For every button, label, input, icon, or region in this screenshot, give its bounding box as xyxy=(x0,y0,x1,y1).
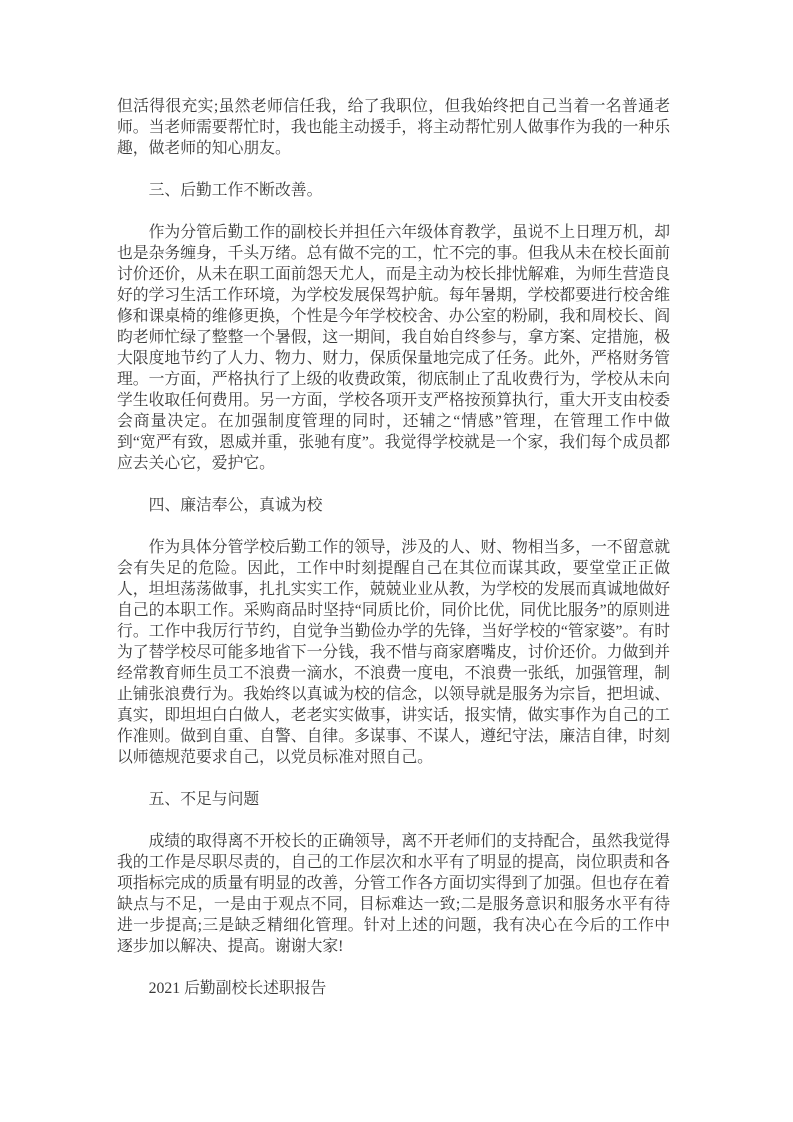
section-4-paragraph: 作为具体分管学校后勤工作的领导，涉及的人、财、物相当多，一不留意就会有失足的危险。因此，工作中时刻提醒自己在其位而谋其政，要堂堂正正做人，坦坦荡荡做事，扎扎实实工作，兢兢业业从教，为学校的发展而真诚地做好自己的本职工作。采购商品时坚持“同质比价，同价比优，同优比服务”的原则进行。工作中我厉行节约，自觉争当勤俭办学的先锋，当好学校的“管家婆”。有时为了替学校尽可能多地省下一分钱，我不惜与商家磨嘴皮，讨价还价。力做到并经常教育师生员工不浪费一滴水，不浪费一度电，不浪费一张纸，加强管理，制止铺张浪费行为。我始终以真诚为校的信念，以领导就是服务为宗旨，把坦诚、真实，即坦坦白白做人，老老实实做事，讲实话，报实情，做实事作为自己的工作准则。做到自重、自警、自律。多谋事、不谋人，遵纪守法，廉洁自律，时刻以师德规范要求自己，以党员标准对照自己。 xyxy=(117,539,670,766)
section-heading-4: 四、廉洁奉公，真诚为校 xyxy=(148,497,323,514)
document-body xyxy=(117,96,670,1020)
continued-paragraph: 但活得很充实;虽然老师信任我，给了我职位，但我始终把自己当着一名普通老师。当老师需要帮忙时，我也能主动援手，将主动帮忙别人做事作为我的一种乐趣，做老师的知心朋友。 xyxy=(117,98,670,157)
section-heading-3: 三、后勤工作不断改善。 xyxy=(148,182,323,199)
section-3-paragraph: 作为分管后勤工作的副校长并担任六年级体育教学，虽说不上日理万机，却也是杂务缠身，千头万绪。总有做不完的工，忙不完的事。但我从未在校长面前讨价还价，从未在职工面前怨天尤人，而是主动为校长排忧解难，为师生营造良好的学习生活工作环境，为学校发展保驾护航。每年暑期，学校都要进行校舍维修和课桌椅的维修更换，个性是今年学校校舍、办公室的粉刷，我和周校长、阎昀老师忙绿了整整一个暑假，这一期间，我自始自终参与，拿方案、定措施，极大限度地节约了人力、物力、财力，保质保量地完成了任务。此外，严格财务管理。一方面，严格执行了上级的收费政策，彻底制止了乱收费行为，学校从未向学生收取任何费用。另一方面，学校各项开支严格按预算执行，重大开支由校委会商量决定。在加强制度管理的同时，还辅之“情感”管理，在管理工作中做到“宽严有致，恩威并重，张驰有度”。我觉得学校就是一个家，我们每个成员都应去关心它，爱护它。 xyxy=(117,224,670,472)
section-5-paragraph: 成绩的取得离不开校长的正确领导，离不开老师们的支持配合，虽然我觉得我的工作是尽职尽责的，自己的工作层次和水平有了明显的提高，岗位职责和各项指标完成的质量有明显的改善，分管工作各方面切实得到了加强。但也存在着缺点与不足，一是由于观点不同，目标难达一致;二是服务意识和服务水平有待进一步提高;三是缺乏精细化管理。针对上述的问题，我有决心在今后的工作中逐步加以解决、提高。谢谢大家! xyxy=(117,833,670,955)
section-heading-5: 五、不足与问题 xyxy=(148,791,260,808)
closing-title-line: 2021 后勤副校长述职报告 xyxy=(148,980,327,997)
